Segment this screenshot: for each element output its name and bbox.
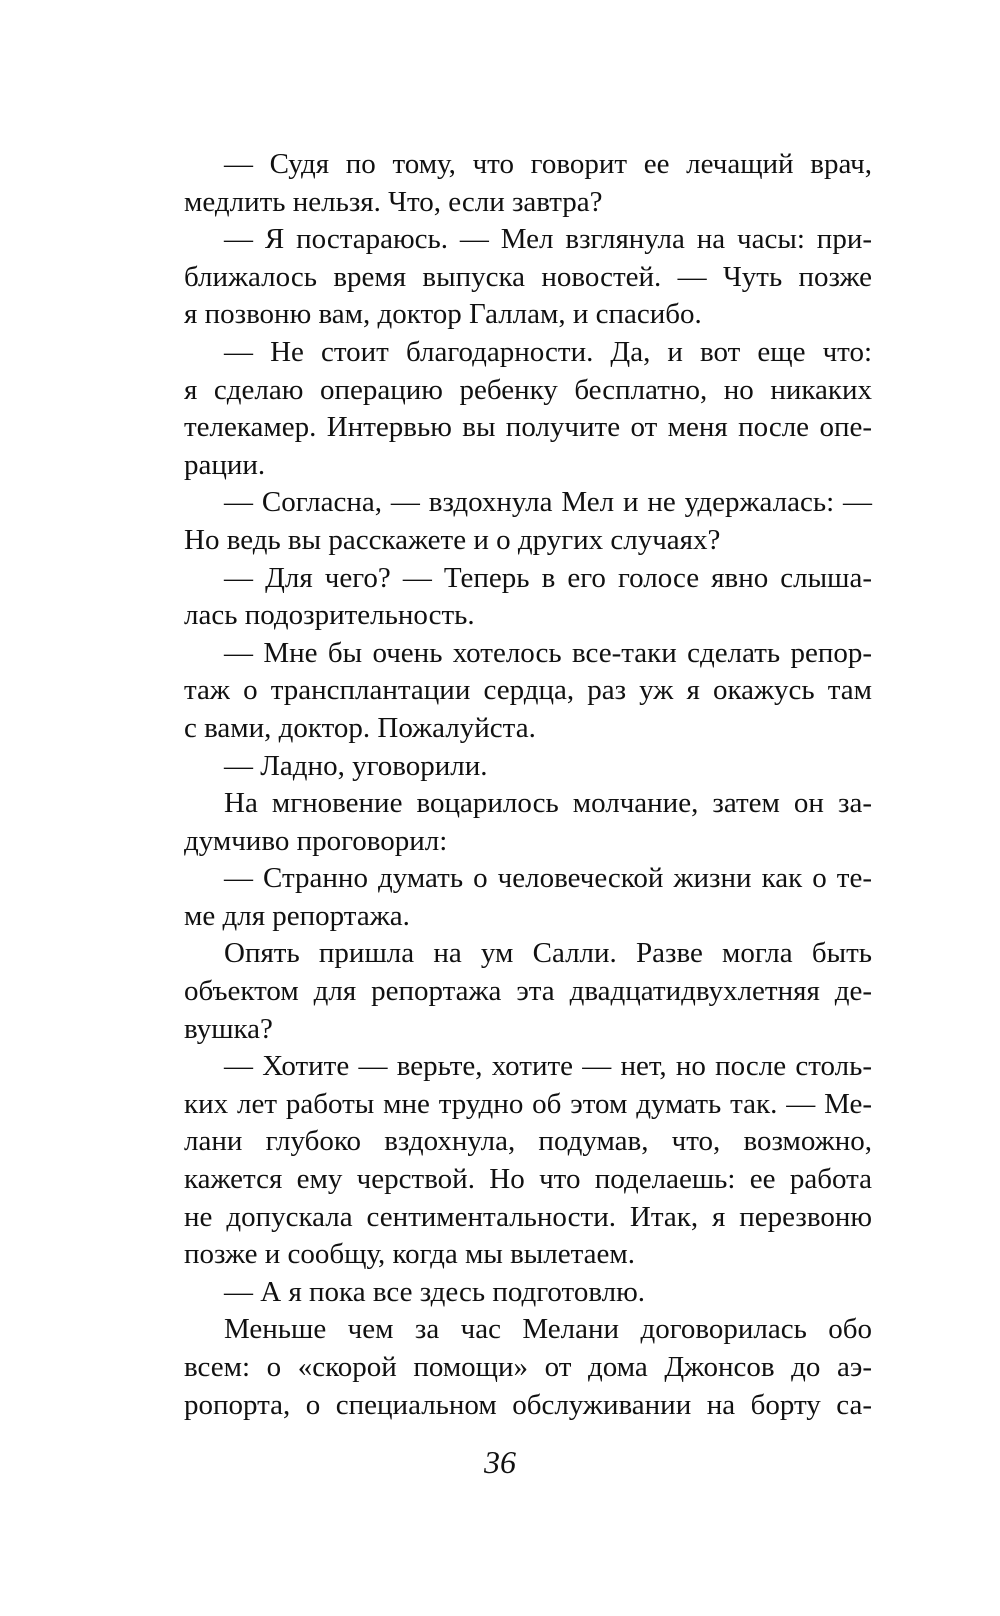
paragraph xyxy=(184,1048,872,1274)
text-line: Но ведь вы расскажете и о других случаях? xyxy=(184,523,721,556)
paragraph xyxy=(184,484,872,559)
text-line: объектом для репортажа эта двадцатидвухлетняя де- xyxy=(184,975,872,1008)
text-line: телекамер. Интервью вы получите от меня после опе- xyxy=(184,411,872,444)
text-line: с вами, доктор. Пожалуйста. xyxy=(184,711,536,744)
text-line: всем: о «скорой помощи» от дома Джонсов до аэ- xyxy=(184,1351,872,1383)
text-line: — Хотите — верьте, хотите — нет, но после столь- xyxy=(224,1050,872,1083)
text-line: Меньше чем за час Мелани договорилась обо xyxy=(224,1313,872,1346)
paragraph xyxy=(184,748,872,786)
paragraph xyxy=(184,860,872,935)
paragraph xyxy=(184,560,872,635)
text-line: ме для репортажа. xyxy=(184,899,410,932)
text-line: — Странно думать о человеческой жизни как о те- xyxy=(224,862,872,895)
paragraph xyxy=(184,1311,872,1424)
paragraph xyxy=(184,146,872,221)
text-line: думчиво проговорил: xyxy=(184,824,448,857)
body-text xyxy=(184,146,872,1424)
text-line: кажется ему черствой. Но что поделаешь: ее работа xyxy=(184,1163,872,1196)
paragraph xyxy=(184,1274,872,1312)
paragraph xyxy=(184,635,872,748)
text-line: — Мне бы очень хотелось все-таки сделать репор- xyxy=(224,636,872,669)
text-line: ких лет работы мне трудно об этом думать так. — Ме- xyxy=(184,1087,872,1120)
text-line: лани глубоко вздохнула, подумав, что, возможно, xyxy=(184,1125,872,1158)
text-line: позже и сообщу, когда мы вылетаем. xyxy=(184,1238,635,1271)
text-line: не допускала сентиментальности. Итак, я перезвоню xyxy=(184,1200,872,1233)
text-line: я сделаю операцию ребенку бесплатно, но никаких xyxy=(184,373,872,406)
text-line: — Судя по тому, что говорит ее лечащий врач, xyxy=(224,148,872,180)
text-line: рации. xyxy=(184,448,266,481)
text-line: — Я постараюсь. — Мел взглянула на часы: при- xyxy=(224,223,872,256)
page-number: 36 xyxy=(484,1444,516,1480)
text-line: — Согласна, — вздохнула Мел и не удержалась: — xyxy=(224,486,872,519)
text-line: я позвоню вам, доктор Галлам, и спасибо. xyxy=(184,298,702,331)
text-line: ближалось время выпуска новостей. — Чуть позже xyxy=(184,260,872,293)
paragraph xyxy=(184,221,872,334)
text-line: — А я пока все здесь подготовлю. xyxy=(224,1275,646,1308)
text-line: На мгновение воцарилось молчание, затем он за- xyxy=(224,787,872,820)
text-line: ропорта, о специальном обслуживании на борту са- xyxy=(184,1388,872,1421)
paragraph xyxy=(184,785,872,860)
text-line: лась подозрительность. xyxy=(184,599,475,632)
text-line: медлить нельзя. Что, если завтра? xyxy=(184,185,603,218)
text-line: вушка? xyxy=(184,1012,273,1045)
paragraph xyxy=(184,935,872,1048)
text-line: таж о трансплантации сердца, раз уж я окажусь там xyxy=(184,674,872,707)
text-line: — Ладно, уговорили. xyxy=(224,749,488,782)
text-line: Опять пришла на ум Салли. Разве могла быть xyxy=(224,937,872,970)
text-line: — Не стоит благодарности. Да, и вот еще что: xyxy=(224,335,872,368)
paragraph xyxy=(184,334,872,484)
text-line: — Для чего? — Теперь в его голосе явно слыша- xyxy=(224,561,872,594)
